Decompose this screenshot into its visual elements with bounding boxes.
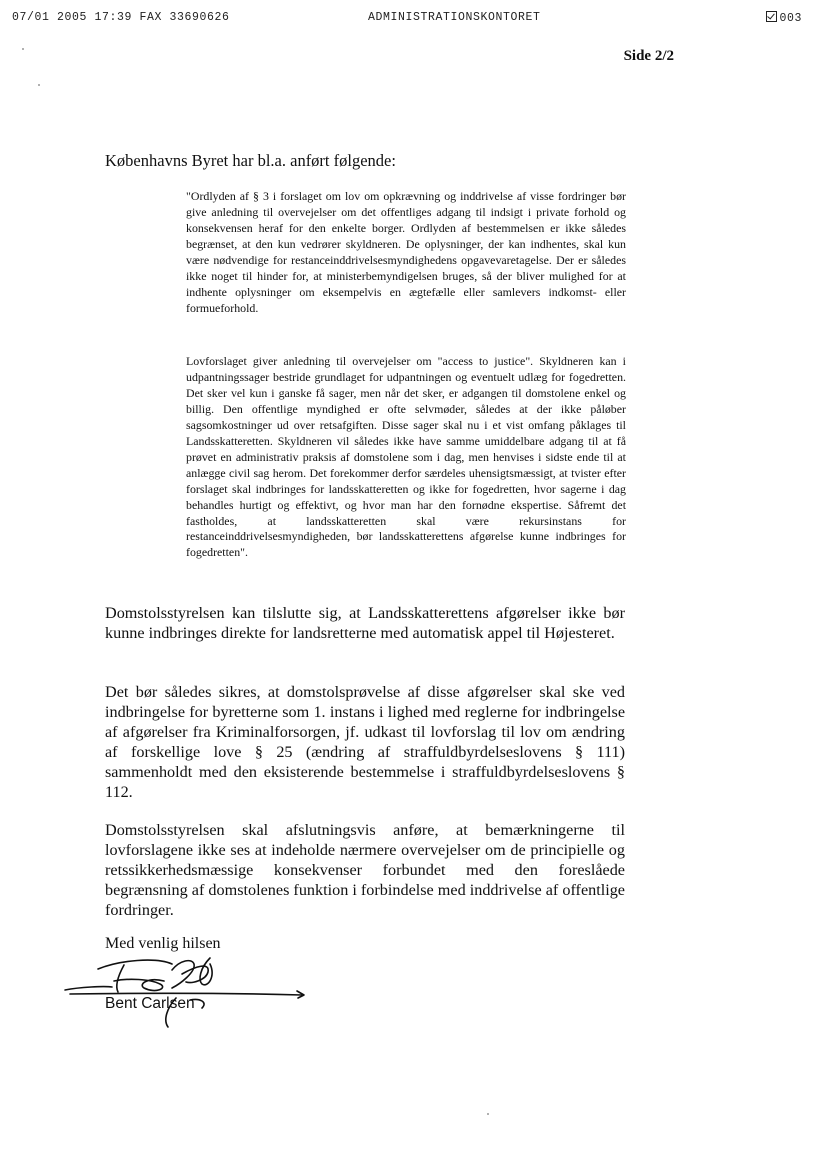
scan-speck [487, 1113, 489, 1115]
signer-name: Bent Carlsen [105, 995, 195, 1012]
quote-paragraph-1: "Ordlyden af § 3 i forslaget om lov om opkrævning og inddrivelse af visse fordringer bør give anledning til overvejelser om det offentliges adgang til indsigt i private forhold og konsekvensen heraf for den enkelte borger. Ordlyden af bestemmelsen er ikke således begrænset, at den kun vedrører skyldneren. De oplysninger, der kan indhentes, skal kun være nødvendige for restanceinddrivelsesmyndighedens opgavevaretagelse. Der er således ikke noget til hinder for, at ministerbemyndigelsen bruges, så der bliver mulighed for at indhente oplysninger om eksempelvis en ægtefælle eller samlevers indkomst- eller formueforhold. [186, 189, 626, 315]
fax-header-right [766, 11, 802, 25]
fax-header-center: ADMINISTRATIONSKONTORET [368, 11, 541, 24]
fax-page-counter: 003 [779, 12, 802, 25]
scan-speck [22, 48, 24, 50]
checkbox-icon [766, 11, 777, 22]
body-paragraph-3: Domstolsstyrelsen skal afslutningsvis anføre, at bemærkningerne til lovforslagene ikke ses at indeholde nærmere overvejelser om de principielle og retssikkerhedsmæssige konsekvenser forbundet med den foreslåede begrænsning af domstolenes funktion i forbindelse med inddrivelse af offentlige fordringer. [105, 821, 625, 919]
fax-header [12, 11, 802, 27]
body-paragraph-1: Domstolsstyrelsen kan tilslutte sig, at Landsskatterettens afgørelser ikke bør kunne indbringes direkte for landsretterne med automatisk appel til Højesteret. [105, 604, 625, 642]
fax-header-left: 07/01 2005 17:39 FAX 33690626 [12, 11, 230, 24]
page-number: Side 2/2 [623, 48, 674, 64]
handwritten-signature [60, 948, 320, 1028]
body-paragraph-2: Det bør således sikres, at domstolsprøvelse af disse afgørelser skal ske ved indbringelse for byretterne som 1. instans i lighed med reglerne for indbringelse af afgørelser fra Kriminalforsorgen, jf. udkast til lovforslag til lov om ændring af forskellige love § 25 (ændring af straffuldbyrdelseslovens § 111) sammenholdt med den eksisterende bestemmelse i straffuldbyrdelseslovens § 112. [105, 683, 625, 801]
intro-line: Københavns Byret har bl.a. anført følgende: [105, 151, 396, 170]
closing-greeting: Med venlig hilsen [105, 935, 221, 952]
quote-paragraph-2: Lovforslaget giver anledning til overvejelser om "access to justice". Skyldneren kan i udpantningssager bestride grundlaget for udpantningen og eventuelt udlæg for fogedretten. Det sker vel kun i ganske få sager, men når det sker, er adgangen til domstolene enkel og billig. Den offentlige myndighed er ofte selvmøder, således at der ikke påløber sagsomkostninger ud over retsafgiften. Disse sager skal nu i et vist omfang påklages til Landsskatteretten. Skyldneren vil således ikke have samme umiddelbare adgang til at få prøvet en administrativ praksis af domstolene som i dag, men henvises i sidste ende til at anlægge civil sag herom. Det forekommer derfor særdeles uhensigtsmæssigt, at tvister efter forslaget skal indbringes for landsskatteretten og ikke for fogedretten, hvor sagerne i dag behandles hurtigt og effektivt, og hvor man har den fornødne ekspertise. Såfremt det fastholdes, at landsskatteretten skal være rekursinstans for restanceinddrivelsesmyndigheden, bør landsskatterettens afgørelse kunne indbringes for fogedretten". [186, 354, 626, 560]
scan-speck [38, 84, 40, 86]
